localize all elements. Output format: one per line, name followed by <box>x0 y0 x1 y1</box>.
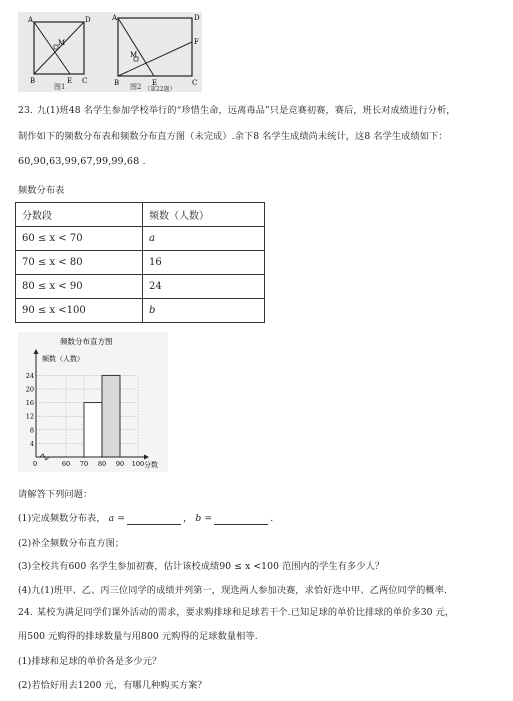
q24-sub1: (1)排球和足球的单价各是多少元？ <box>18 656 162 667</box>
q23-scores: 60,90,63,99,67,99,99,68 . <box>18 156 146 167</box>
table-row <box>16 251 265 275</box>
histogram <box>18 332 168 472</box>
y-tick-label: 24 <box>25 371 34 380</box>
table-row <box>16 227 265 251</box>
table-cell-range: 90 ≤ x <100 <box>16 299 143 323</box>
figure-1 <box>20 12 100 92</box>
x-tick-label: 70 <box>79 460 89 468</box>
table-row <box>16 299 265 323</box>
x-tick-label: 60 <box>61 460 71 468</box>
figure-1-caption: 图1 <box>54 83 66 91</box>
label-D: D <box>194 14 200 22</box>
q24-line1 <box>18 606 454 619</box>
y-tick-label: 4 <box>29 439 34 448</box>
frequency-table <box>15 202 265 323</box>
answer-blank-b[interactable] <box>214 514 268 525</box>
histogram-xlabel: 分数 <box>144 461 158 469</box>
table-cell-range: 80 ≤ x < 90 <box>16 275 143 299</box>
figure-2-drawing <box>106 12 202 92</box>
y-tick-label: 8 <box>29 426 34 435</box>
label-E: E <box>152 79 158 87</box>
histogram-title: 频数分布直方图 <box>60 337 113 346</box>
label-B: B <box>114 79 120 87</box>
q23-sub2: (2)补全频数分布直方图； <box>18 538 125 549</box>
label-C: C <box>192 79 198 87</box>
table-cell-count: a <box>143 227 265 251</box>
figure-1-drawing <box>20 12 100 92</box>
q23-sub1-b-label: b = <box>195 513 213 524</box>
y-tick-label: 12 <box>25 412 34 421</box>
histogram-svg <box>18 332 168 472</box>
q24-line2: 用500 元购得的排球数量与用800 元购得的足球数量相等. <box>18 631 258 642</box>
label-C: C <box>82 77 88 85</box>
table-row <box>16 275 265 299</box>
y-tick-label: 20 <box>25 385 34 394</box>
table-cell-count: 16 <box>143 251 265 275</box>
answer-blank-a[interactable] <box>127 514 181 525</box>
table-cell-count: b <box>143 299 265 323</box>
freq-table-title: 频数分布表 <box>18 185 65 196</box>
q23-sub1-text: (1)完成频数分布表， <box>18 513 106 524</box>
histogram-ylabel: 频数（人数） <box>42 355 84 363</box>
histogram-bar <box>102 375 120 457</box>
table-header-cell: 频数（人数） <box>143 203 265 227</box>
label-B: B <box>30 77 36 85</box>
page-tab: （第22题） <box>144 86 176 93</box>
q23-line1 <box>18 104 456 117</box>
q23-sub4: (4)九(1)班甲、乙、丙三位同学的成绩并列第一，现选两人参加决赛，求恰好选中甲、乙两位同学的概率. <box>18 585 448 596</box>
label-E: E <box>67 77 73 85</box>
label-A: A <box>28 16 34 24</box>
q23-sub1-a-label: a = <box>108 513 126 524</box>
figure-2 <box>106 12 202 92</box>
x-tick-label: 90 <box>115 460 125 468</box>
q23-sub1-end: . <box>270 513 274 524</box>
q23-prompt: 请解答下列问题： <box>18 489 93 500</box>
q24-text-line1: 某校为满足同学们课外活动的需求，要求购排球和足球若干个.已知足球的单价比排球的单价多30 元， <box>36 607 455 618</box>
geometry-figures <box>18 12 202 92</box>
q23-line2: 制作如下的频数分布表和频数分布直方图（未完成）.余下8 名学生成绩尚未统计，这8 名学生成绩如下： <box>18 131 448 142</box>
table-cell-count: 24 <box>143 275 265 299</box>
label-A: A <box>112 14 118 22</box>
label-M: M <box>130 51 138 59</box>
q23-sub1: (1)完成频数分布表， a = ， b = . <box>18 513 274 524</box>
table-cell-range: 70 ≤ x < 80 <box>16 251 143 275</box>
figure-2-caption: 图2 <box>130 83 142 91</box>
q23-text-line1: 九(1)班48 名学生参加学校举行的“珍惜生命，远离毒品”只是竞赛初赛，赛后，班长对成绩进行分析， <box>36 105 456 116</box>
origin-label: 0 <box>33 460 38 468</box>
table-header-cell: 分数段 <box>16 203 143 227</box>
x-tick-label: 80 <box>97 460 107 468</box>
q24-number: 24. <box>18 607 33 618</box>
label-D: D <box>85 16 91 24</box>
label-M: M <box>58 39 66 47</box>
y-tick-label: 16 <box>25 399 34 408</box>
x-tick-label: 100 <box>131 460 145 468</box>
q23-number: 23. <box>18 105 33 116</box>
table-cell-range: 60 ≤ x < 70 <box>16 227 143 251</box>
histogram-bar <box>84 403 102 457</box>
table-header-row <box>16 203 265 227</box>
q23-sub3: (3)全校共有600 名学生参加初赛，估计该校成绩90 ≤ x <100 范围内的学生有多少人？ <box>18 561 385 572</box>
q24-sub2: (2)若恰好用去1200 元，有哪几种购买方案？ <box>18 680 207 691</box>
label-F: F <box>194 38 199 46</box>
